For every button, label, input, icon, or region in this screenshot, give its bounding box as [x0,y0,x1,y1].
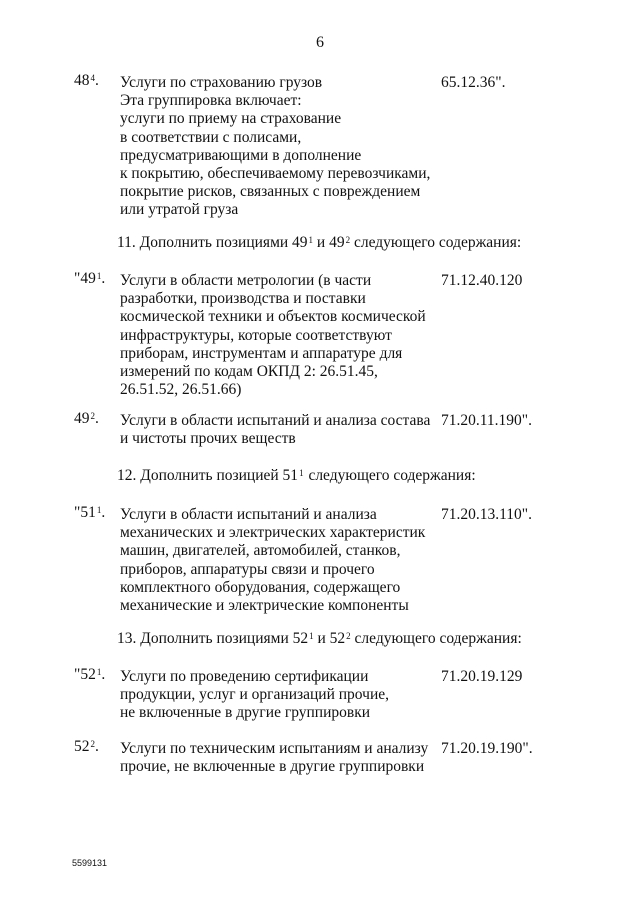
instruction-13: 13. Дополнить позициями $52^1$ и $52^2$ следующего содержания: [117,630,522,647]
entry-code: 71.20.13.110". [441,506,533,523]
entry-description: Услуги по техническим испытаниям и анализу прочие, не включенные в другие группировки [120,740,429,776]
entry-code: 65.12.36". [441,74,506,91]
entry-code: 71.20.19.129 [441,668,523,685]
entry-number: $48^4$. [74,72,99,89]
page-number: 6 [316,34,324,51]
entry-number: $52^2$. [74,738,99,755]
entry-number: $49^2$. [74,410,99,427]
entry-description: Услуги в области испытаний и анализа состава и чистоты прочих веществ [120,412,431,448]
entry-description: Услуги по страхованию грузов Эта группировка включает: услуги по приему на страхование в соответствии с полисами, предусматривающими в дополнение к покрытию, обеспечиваемому перевозчиками, покрытие рисков, связанных с повреждением или утратой груза [120,74,431,219]
entry-number: "$52^1$. [74,666,106,683]
entry-code: 71.20.19.190". [441,740,533,757]
entry-description: Услуги по проведению сертификации продукции, услуг и организаций прочие, не включенные в другие группировки [120,668,389,722]
instruction-12: 12. Дополнить позицией $51^1$ следующего содержания: [117,467,476,484]
entry-description: Услуги в области испытаний и анализа механических и электрических характеристик машин, двигателей, автомобилей, станков, приборов, аппаратуры связи и прочего комплектного оборудования, содержащего механические и электрические компоненты [120,506,426,615]
entry-number: "$51^1$. [74,504,106,521]
document-code: 5599131 [72,858,108,868]
entry-number: "$49^1$. [74,270,106,287]
entry-description: Услуги в области метрологии (в части разработки, производства и поставки космической техники и объектов космической инфраструктуры, которые соответствуют приборам, инструментам и аппаратуре для измерений по кодам ОКПД 2: 26.51.45, 26.51.52, 26.51.66) [120,272,426,399]
entry-code: 71.12.40.120 [441,272,523,289]
instruction-11: 11. Дополнить позициями $49^1$ и $49^2$ следующего содержания: [117,234,522,251]
entry-code: 71.20.11.190". [441,412,533,429]
